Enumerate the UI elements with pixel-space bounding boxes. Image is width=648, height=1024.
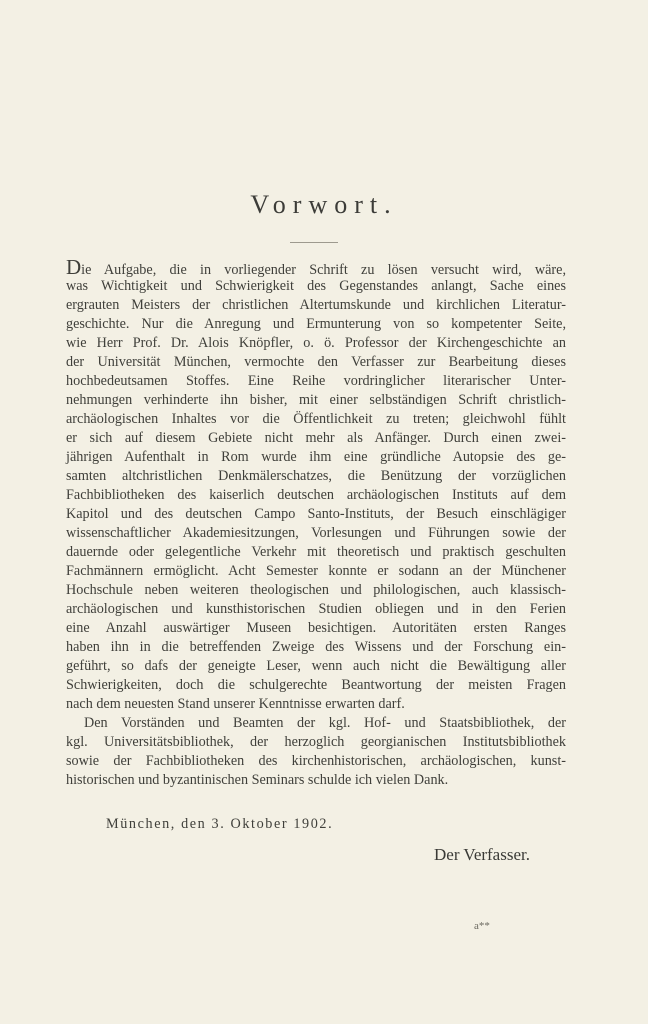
signature-mark: a** bbox=[474, 920, 490, 932]
text-line: archäologischen und kunsthistorischen Studien obliegen und in den Ferien bbox=[66, 601, 566, 617]
text-line: kgl. Universitätsbibliothek, der herzoglich georgianischen Institutsbibliothek bbox=[66, 734, 566, 750]
text-line: ergrauten Meisters der christlichen Altertumskunde und kirchlichen Literatur- bbox=[66, 297, 566, 313]
text-line: Kapitol und des deutschen Campo Santo-Instituts, der Besuch einschlägiger bbox=[66, 506, 566, 522]
text-line: jährigen Aufenthalt in Rom wurde ihm eine gründliche Autopsie des ge- bbox=[66, 449, 566, 465]
text-line: historischen und byzantinischen Seminars schulde ich vielen Dank. bbox=[66, 772, 449, 788]
text-line: hochbedeutsamen Stoffes. Eine Reihe vordringlicher literarischer Unter- bbox=[66, 373, 566, 389]
text-line: Fachmännern ermöglicht. Acht Semester konnte er sodann an der Münchener bbox=[66, 563, 566, 579]
drop-cap: D bbox=[66, 255, 82, 279]
text-line: dauernde oder gelegentliche Verkehr mit theoretisch und praktisch geschulten bbox=[66, 544, 566, 560]
text-line: eine Anzahl auswärtiger Museen besichtigen. Autoritäten ersten Ranges bbox=[66, 620, 566, 636]
author-signature: Der Verfasser. bbox=[434, 845, 530, 864]
text-line: haben ihn in die betreffenden Zweige des Wissens und der Forschung ein- bbox=[66, 639, 566, 655]
text-line: geführt, so dafs der geneigte Leser, wenn auch nicht die Bewältigung aller bbox=[66, 658, 566, 674]
text-line: Schwierigkeiten, doch die schulgerechte Beantwortung der meisten Fragen bbox=[66, 677, 566, 693]
text-line: Die Aufgabe, die in vorliegender Schrift zu lösen versucht wird, wäre, bbox=[66, 255, 566, 279]
text-line: er sich auf diesem Gebiete nicht mehr als Anfänger. Durch einen zwei- bbox=[66, 430, 566, 446]
page-title: Vorwort. bbox=[250, 190, 398, 219]
text-line: wissenschaftlicher Akademiesitzungen, Vorlesungen und Führungen sowie der bbox=[66, 525, 566, 541]
text-line: geschichte. Nur die Anregung und Ermunterung von so kompetenter Seite, bbox=[66, 316, 566, 332]
text-line: nach dem neuesten Stand unserer Kenntnisse erwarten darf. bbox=[66, 696, 405, 712]
text-line: Hochschule neben weiteren theologischen und philologischen, auch klassisch- bbox=[66, 582, 566, 598]
text-line: der Universität München, vermochte den Verfasser zur Bearbeitung dieses bbox=[66, 354, 566, 370]
text-line: sowie der Fachbibliotheken des kirchenhistorischen, archäologischen, kunst- bbox=[66, 753, 566, 769]
preface-body bbox=[66, 255, 566, 790]
text-line: nehmungen verhinderte ihn bisher, mit einer selbständigen Schrift christlich- bbox=[66, 392, 566, 408]
text-line: samten altchristlichen Denkmälerschatzes, die Benützung der vorzüglichen bbox=[66, 468, 566, 484]
text-line: was Wichtigkeit und Schwierigkeit des Gegenstandes anlangt, Sache eines bbox=[66, 278, 566, 294]
text-line: archäologischen Inhaltes vor die Öffentlichkeit zu treten; gleichwohl fühlt bbox=[66, 411, 566, 427]
text-line: wie Herr Prof. Dr. Alois Knöpfler, o. ö. Professor der Kirchengeschichte an bbox=[66, 335, 566, 351]
text-line: Den Vorständen und Beamten der kgl. Hof- und Staatsbibliothek, der bbox=[84, 715, 566, 731]
dateline: München, den 3. Oktober 1902. bbox=[106, 816, 334, 832]
text-line: Fachbibliotheken des kaiserlich deutschen archäologischen Instituts auf dem bbox=[66, 487, 566, 503]
title-divider bbox=[290, 242, 338, 243]
